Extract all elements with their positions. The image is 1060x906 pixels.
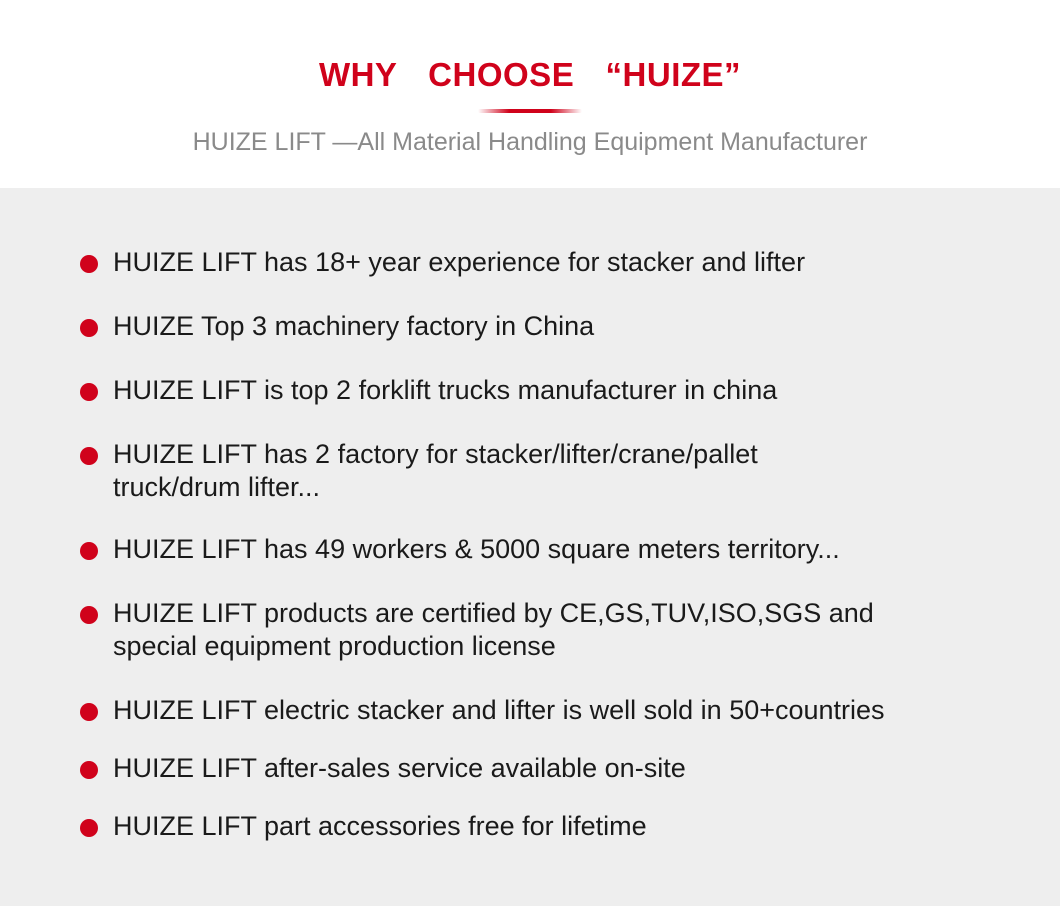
header-section bbox=[0, 0, 1060, 188]
bullet-icon bbox=[80, 819, 98, 837]
list-item: HUIZE LIFT is top 2 forklift trucks manufacturer in china bbox=[80, 374, 1000, 407]
list-item: HUIZE LIFT has 49 workers & 5000 square meters territory... bbox=[80, 533, 1000, 566]
list-item: HUIZE LIFT part accessories free for lifetime bbox=[80, 810, 1000, 843]
bullet-icon bbox=[80, 703, 98, 721]
features-section bbox=[0, 188, 1060, 906]
page-subtitle: HUIZE LIFT —All Material Handling Equipment Manufacturer bbox=[192, 128, 868, 156]
list-item: HUIZE LIFT electric stacker and lifter is well sold in 50+countries bbox=[80, 694, 1040, 727]
list-item: HUIZE Top 3 machinery factory in China bbox=[80, 310, 1000, 343]
list-item: HUIZE LIFT has 2 factory for stacker/lifter/crane/pallet truck/drum lifter... bbox=[80, 438, 860, 504]
page-title: WHY CHOOSE “HUIZE” bbox=[318, 56, 742, 93]
bullet-icon bbox=[80, 447, 98, 465]
bullet-icon bbox=[80, 319, 98, 337]
bullet-icon bbox=[80, 255, 98, 273]
list-item: HUIZE LIFT products are certified by CE,GS,TUV,ISO,SGS and special equipment production license bbox=[80, 597, 940, 663]
bullet-icon bbox=[80, 761, 98, 779]
bullet-icon bbox=[80, 383, 98, 401]
title-underline bbox=[478, 109, 582, 113]
bullet-icon bbox=[80, 542, 98, 560]
list-item: HUIZE LIFT after-sales service available on-site bbox=[80, 752, 1000, 785]
list-item: HUIZE LIFT has 18+ year experience for stacker and lifter bbox=[80, 246, 980, 279]
bullet-icon bbox=[80, 606, 98, 624]
